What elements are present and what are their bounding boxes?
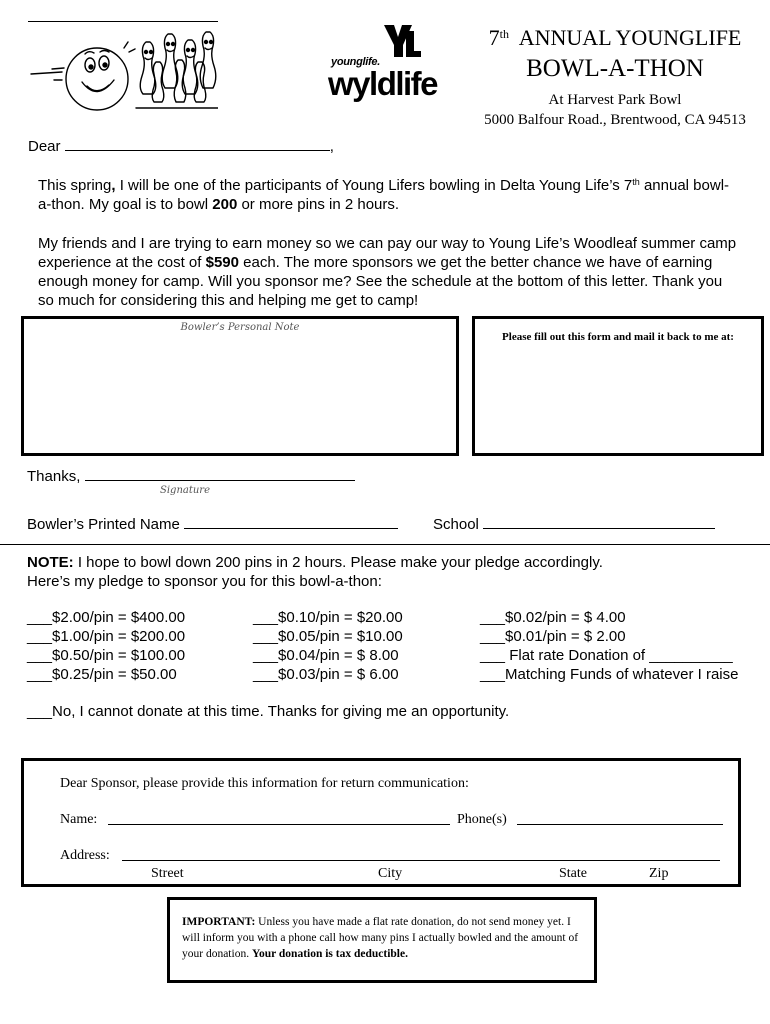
pledge-note: NOTE: I hope to bowl down 200 pins in 2 hours. Please make your pledge accordingly. Here’s my pledge to sponsor you for this bowl-a-thon: — [27, 554, 603, 590]
pledge-option[interactable]: ___$0.25/pin = $50.00 — [27, 666, 177, 683]
no-donation-option[interactable]: ___No, I cannot donate at this time. Thanks for giving me an opportunity. — [27, 703, 510, 720]
pledge-option-matching[interactable]: ___Matching Funds of whatever I raise — [480, 666, 739, 683]
pledge-column-3 — [480, 608, 738, 684]
important-notice-box — [167, 897, 597, 983]
school-field[interactable] — [483, 515, 715, 529]
logo-younglife-text: younglife. — [331, 56, 380, 68]
salutation: Dear , — [28, 138, 334, 155]
sponsor-phone-label: Phone(s) — [457, 812, 507, 827]
recipient-name-field[interactable] — [65, 137, 330, 151]
address-city-label: City — [378, 866, 403, 881]
pledge-intro: Here’s my pledge to sponsor you for this bowl-a-thon: — [27, 573, 382, 590]
logo-wyldlife-text: wyldlife — [328, 65, 438, 102]
pledge-option[interactable]: ___$0.05/pin = $10.00 — [253, 628, 403, 645]
pledge-option[interactable]: ___$0.50/pin = $100.00 — [27, 647, 186, 664]
personal-note-box[interactable] — [21, 316, 459, 456]
mail-back-instructions: Please fill out this form and mail it back to me at: — [502, 331, 734, 343]
personal-note-label: Bowler’s Personal Note — [180, 322, 300, 333]
title-block — [470, 24, 760, 130]
important-notice-text: IMPORTANT: Unless you have made a flat rate donation, do not send money yet. I will inform you with a phone call how many pins I actually bowled and the amount of your donation. Your donation is tax deductible. — [182, 916, 579, 960]
pledge-option[interactable]: ___$1.00/pin = $200.00 — [27, 628, 186, 645]
sponsor-address-label: Address: — [60, 848, 110, 863]
printed-name-line: Bowler’s Printed Name — [27, 515, 398, 533]
pledge-column-1 — [27, 608, 185, 684]
address-street-label: Street — [151, 866, 184, 881]
sponsor-name-field[interactable] — [108, 813, 450, 825]
printed-name-field[interactable] — [184, 515, 398, 529]
mail-back-box[interactable] — [472, 316, 764, 456]
venue-address: 5000 Balfour Road., Brentwood, CA 94513 — [484, 112, 746, 128]
pledge-option[interactable]: ___$0.04/pin = $ 8.00 — [253, 647, 399, 664]
pledge-option[interactable]: ___$0.01/pin = $ 2.00 — [480, 628, 626, 645]
event-title-line2: BOWL-A-THON — [526, 55, 704, 82]
sponsor-info-box — [21, 758, 741, 887]
event-title-line1: 7th ANNUAL YOUNGLIFE — [488, 25, 742, 50]
pledge-option[interactable]: ___$0.03/pin = $ 6.00 — [253, 666, 399, 683]
address-zip-label: Zip — [649, 866, 669, 881]
sponsor-name-label: Name: — [60, 812, 98, 827]
sponsor-address-field[interactable] — [122, 849, 720, 861]
pledge-column-2 — [253, 608, 403, 684]
signature-field[interactable] — [85, 467, 355, 481]
address-state-label: State — [559, 866, 587, 881]
pledge-option[interactable]: ___$2.00/pin = $400.00 — [27, 609, 186, 626]
venue: At Harvest Park Bowl — [548, 92, 682, 108]
bowling-clipart-icon — [28, 22, 218, 120]
school-line: School — [433, 515, 715, 533]
pledge-option[interactable]: ___$0.10/pin = $20.00 — [253, 609, 403, 626]
section-divider — [0, 544, 770, 545]
thanks-line: Thanks, — [27, 467, 355, 485]
letter-paragraph-1: This spring, I will be one of the participants of Young Lifers bowling in Delta Young Life’s 7th annual bowl-a-thon. My goal is to bowl 200 or more pins in 2 hours. — [38, 177, 730, 213]
sponsor-phone-field[interactable] — [517, 813, 723, 825]
sponsor-intro: Dear Sponsor, please provide this information for return communication: — [60, 776, 469, 791]
pledge-option[interactable]: ___$0.02/pin = $ 4.00 — [480, 609, 626, 626]
signature-label: Signature — [160, 485, 211, 496]
letter-paragraph-2: My friends and I are trying to earn money so we can pay our way to Young Life’s Woodleaf summer camp experience at the cost of $590 each. The more sponsors we get the better chance we have of earning enough money for camp. Will you sponsor me? See the schedule at the bottom of this letter. Thank you so much for considering this and helping me get to camp! — [38, 235, 737, 309]
younglife-logo-mark-icon — [382, 23, 422, 61]
pledge-option-flat-rate[interactable]: ___ Flat rate Donation of __________ — [480, 647, 733, 664]
